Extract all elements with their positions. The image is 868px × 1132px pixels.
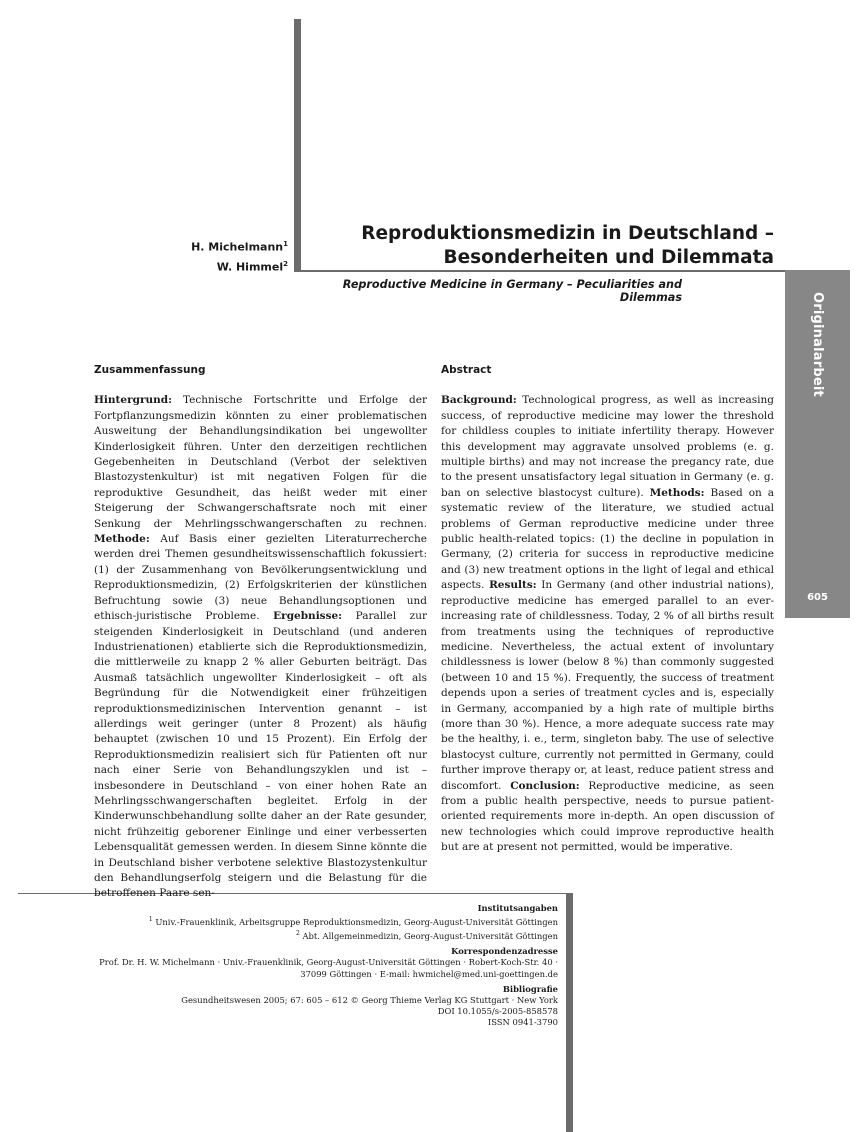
bibliography-line: Gesundheitswesen 2005; 67: 605 – 612 © Georg Thieme Verlag KG Stuttgart · New York [181,995,558,1006]
institute-line: $^2$ Abt. Allgemeinmedizin, Georg-August-Universität Göttingen [295,930,558,941]
english-abstract-text: Background: Technological progress, as well as increasing success, of reproductive medicine may lower the threshold for childless couples to initiate infertility therapy. However this development may aggravate unsolved problems (e. g. multiple births) and may not increase the pregancy rate, due to the present unsatisfactory legal situation in Germany (e. g. ban on selective blastocyst culture). Methods: Based on a systematic review of the literature, we studied actual problems of German reproductive medicine under three public health-related topics: (1) the decline in population in Germany, (2) criteria for success in reproductive medicine and (3) new treatment options in the light of legal and ethical aspects. Results: In Germany (and other industrial nations), reproductive medicine has emerged parallel to an ever-increasing rate of childlessness. Today, 2 % of all births result from treatments using the techniques of reproductive medicine. Nevertheless, the actual extent of involuntary childlessness is lower (below 8 %) than commonly suggested (between 10 and 15 %). Frequently, the success of treatment depends upon a series of treatment cycles and is, especially in Germany, accompanied by a high rate of multiple births (more than 30 %). Hence, a more adequate success rate may be the healthy, i. e., term, singleton baby. The use of selective blastocyst culture, currently not permitted in Germany, could further improve therapy or, at least, reduce patient stress and discomfort. Conclusion: Reproductive medicine, as seen from a public health perspective, needs to pursue patient-oriented requirements more in-depth. An open discussion of new technologies which could improve reproductive health but are at present not permitted, would be imperative. [441,394,775,854]
correspondence-line: Prof. Dr. H. W. Michelmann · Univ.-Frauenklinik, Georg-August-Universität Göttingen · Robert-Koch-Str. 40 · [99,957,558,968]
german-abstract-text: Hintergrund: Technische Fortschritte und Erfolge der Fortpflanzungsmedizin könnten zu einer problematischen Ausweitung der Behandlungsindikation bei ungewollter Kinderlosigkeit führen. Unter den derzeitigen rechtlichen Gegebenheiten in Deutschland (Verbot der selektiven Blastozystenkultur) ist mit negativen Folgen für die reproduktive Gesundheit, das heißt weder mit einer Steigerung der Schwangerschaftsrate noch mit einer Senkung der Mehrlingsschwangerschaften zu rechnen. Methode: Auf Basis einer gezielten Literaturrecherche werden drei Themen gesundheitswissenschaftlich fokussiert: (1) der Zusammenhang von Bevölkerungsentwicklung und Reproduktionsmedizin, (2) Erfolgskriterien der künstlichen Befruchtung sowie (3) neue Behandlungsoptionen und ethisch-juristische Probleme. Ergebnisse: Parallel zur steigenden Kinderlosigkeit in Deutschland (und anderen Industrienationen) etablierte sich die Reproduktionsmedizin, die mittlerweile zu knapp 2 % aller Geburten beiträgt. Das Ausmaß tatsächlich ungewollter Kinderlosigkeit – oft als Begründung für die Notwendigkeit einer frühzeitigen reproduktionsmedizinischen Intervention genannt – ist allerdings weit geringer (unter 8 Prozent) als häufig behauptet (zwischen 10 und 15 Prozent). Ein Erfolg der Reproduktionsmedizin realisiert sich für Patienten oft nur nach einer Serie von Behandlungszyklen und ist – insbesondere in Deutschland – von einer hohen Rate an Mehrlingsschwangerschaften begleitet. Erfolg in der Kinderwunschbehandlung sollte daher an der Rate gesunder, nicht frühzeitig geborener Einlinge und einer verbesserten Lebensqualität gemessen werden. In diesem Sinne könnte die in Deutschland bisher verbotene selektive Blastozystenkultur den Behandlungserfolg steigern und die Belastung für die betroffenen Paare sen- [94,394,427,900]
english-abstract [441,363,774,856]
institute-line: $^1$ Univ.-Frauenklinik, Arbeitsgruppe Reproduktionsmedizin, Georg-August-Universität Göttingen [148,916,558,927]
author: H. Michelmann$^1$ [191,240,288,254]
author-list [150,236,288,275]
bibliography-line: DOI 10.1055/s-2005-858578 [437,1006,558,1017]
bibliography-line: ISSN 0941-3790 [487,1017,558,1028]
article-subtitle: Reproductive Medicine in Germany – Peculiarities and Dilemmas [342,278,682,304]
bibliography-heading: Bibliografie [502,983,558,994]
title-rule [294,270,785,272]
institute-heading: Institutsangaben [477,903,558,913]
english-abstract-heading: Abstract [441,364,492,376]
author: W. Himmel$^2$ [216,259,288,274]
correspondence-heading: Korrespondenzadresse [451,946,558,957]
article-title: Reproduktionsmedizin in Deutschland – Besonderheiten und Dilemmata [361,223,774,268]
bottom-vertical-bar [566,893,573,1132]
page-number: 605 [807,592,828,603]
german-abstract-heading: Zusammenfassung [94,364,206,376]
correspondence-line: 37099 Göttingen · E-mail: hwmichel@med.uni-goettingen.de [300,968,558,979]
top-vertical-bar [294,19,301,271]
article-info [60,903,558,1029]
side-tab-label: Originalarbeit [810,292,825,397]
german-abstract [94,363,427,902]
